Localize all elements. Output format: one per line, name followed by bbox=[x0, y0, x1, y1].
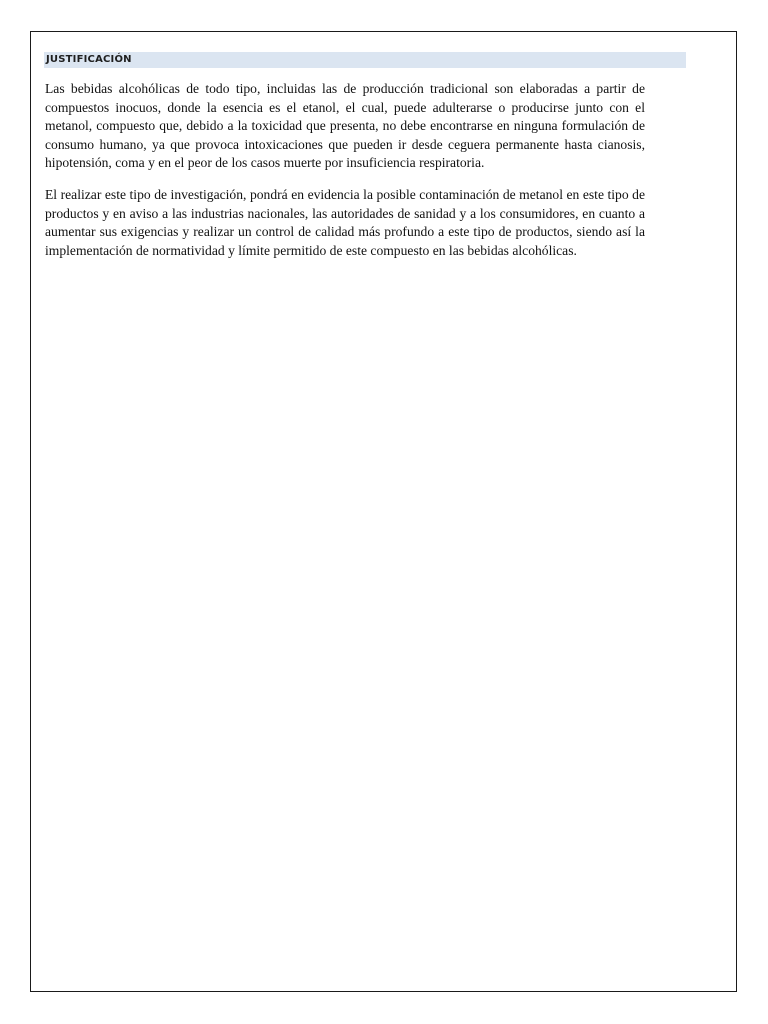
paragraph-justification-2: El realizar este tipo de investigación, pondrá en evidencia la posible contaminación de metanol en este tipo de productos y en aviso a las industrias nacionales, las autoridades de sanidad y a los consumidores, en cuanto a aumentar sus exigencias y realizar un control de calidad más profundo a este tipo de productos, siendo así la implementación de normatividad y límite permitido de este compuesto en las bebidas alcohólicas. bbox=[45, 187, 645, 258]
section-heading: JUSTIFICACIÓN bbox=[44, 52, 686, 68]
page-frame bbox=[30, 31, 737, 992]
paragraph-justification-1: Las bebidas alcohólicas de todo tipo, incluidas las de producción tradicional son elaboradas a partir de compuestos inocuos, donde la esencia es el etanol, el cual, puede adulterarse o producirse junto con el metanol, compuesto que, debido a la toxicidad que presenta, no debe encontrarse en ninguna formulación de consumo humano, ya que provoca intoxicaciones que pueden ir desde ceguera permanente hasta cianosis, hipotensión, coma y en el peor de los casos muerte por insuficiencia respiratoria. bbox=[45, 81, 645, 171]
